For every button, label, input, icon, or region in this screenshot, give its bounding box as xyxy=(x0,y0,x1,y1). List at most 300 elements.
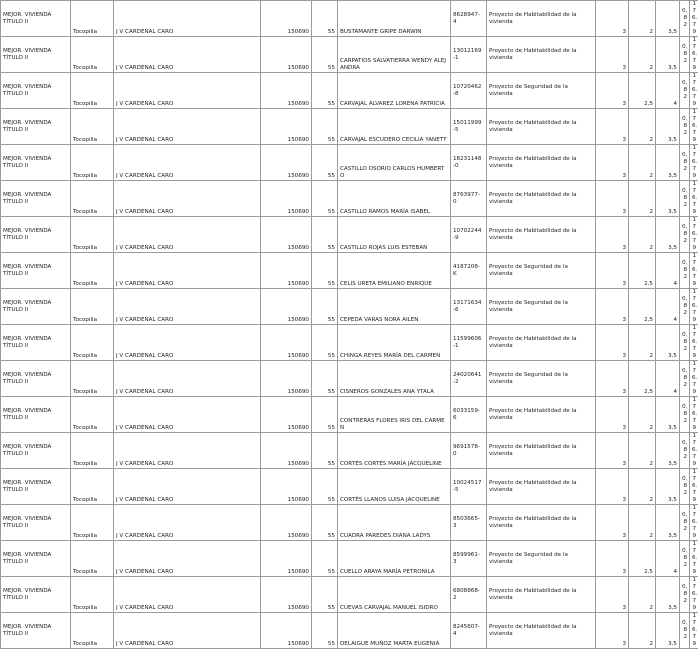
project-cell-line: vivienda xyxy=(489,271,593,278)
group-cell: J V CARDENAL CARO xyxy=(114,361,261,397)
value1-cell: 3 xyxy=(596,613,629,649)
rut-cell xyxy=(451,361,487,397)
program-cell xyxy=(1,37,71,73)
factor-cell-line: 0, xyxy=(682,440,687,447)
rut-cell-line: 11599606 xyxy=(453,336,484,343)
project-cell xyxy=(487,109,596,145)
comuna-cell: Tocopilla xyxy=(71,505,114,541)
program-cell-line: MEJOR. VIVIENDA xyxy=(3,264,68,271)
value1-cell: 3 xyxy=(596,73,629,109)
value2-cell: 2,5 xyxy=(629,361,656,397)
project-cell-line: Proyecto de Habitabilidad de la xyxy=(489,480,593,487)
program-cell-line: TÍTULO II xyxy=(3,91,68,98)
program-cell xyxy=(1,505,71,541)
factor-cell xyxy=(680,505,690,541)
program-cell xyxy=(1,73,71,109)
value3-cell: 3,5 xyxy=(656,577,680,613)
code-cell: 150690 xyxy=(261,469,312,505)
table-row xyxy=(1,37,698,73)
project-cell xyxy=(487,145,596,181)
rut-cell xyxy=(451,541,487,577)
factor-cell-line: 8 xyxy=(682,123,687,130)
project-cell-line: Proyecto de Seguridad de la xyxy=(489,372,593,379)
factor-cell-line: 8 xyxy=(682,411,687,418)
code-cell: 150690 xyxy=(261,73,312,109)
value1-cell: 3 xyxy=(596,181,629,217)
rut-cell xyxy=(451,253,487,289)
group-cell: J V CARDENAL CARO xyxy=(114,541,261,577)
number-cell: 55 xyxy=(312,325,338,361)
rut-cell-line: 9691578- xyxy=(453,444,484,451)
amount-cell: 176.79 xyxy=(690,37,698,73)
value1-cell: 3 xyxy=(596,577,629,613)
group-cell: J V CARDENAL CARO xyxy=(114,253,261,289)
factor-cell xyxy=(680,253,690,289)
project-cell-line: vivienda xyxy=(489,199,593,206)
factor-cell xyxy=(680,145,690,181)
rut-cell-line: 10702244 xyxy=(453,228,484,235)
factor-cell xyxy=(680,397,690,433)
code-cell: 150690 xyxy=(261,505,312,541)
group-cell: J V CARDENAL CARO xyxy=(114,181,261,217)
name-cell: CHINGA REYES MARÍA DEL CARMEN xyxy=(338,325,451,361)
factor-cell-line: 0, xyxy=(682,296,687,303)
value1-cell: 3 xyxy=(596,397,629,433)
code-cell: 150690 xyxy=(261,541,312,577)
program-cell-line: MEJOR. VIVIENDA xyxy=(3,48,68,55)
project-cell-line: vivienda xyxy=(489,631,593,638)
rut-cell xyxy=(451,181,487,217)
rut-cell-line: -0 xyxy=(453,163,484,170)
rut-cell-line: -1 xyxy=(453,55,484,62)
factor-cell xyxy=(680,361,690,397)
rut-cell-line: 18231148 xyxy=(453,156,484,163)
table-row xyxy=(1,325,698,361)
amount-cell: 176.79 xyxy=(690,73,698,109)
factor-cell-line: 0, xyxy=(682,548,687,555)
name-cell: CARPATIOS SALVATIERRA WENDY ALEJANDRA xyxy=(338,37,451,73)
amount-cell: 176.79 xyxy=(690,289,698,325)
program-cell xyxy=(1,145,71,181)
rut-cell-line: -1 xyxy=(453,343,484,350)
project-cell-line: vivienda xyxy=(489,379,593,386)
rut-cell-line: 15011999 xyxy=(453,120,484,127)
factor-cell-line: 0, xyxy=(682,8,687,15)
amount-cell: 176.79 xyxy=(690,433,698,469)
rut-cell-line: 13012169 xyxy=(453,48,484,55)
factor-cell-line: 0, xyxy=(682,368,687,375)
name-cell: CUELLO ARAYA MARÍA PETRONILA xyxy=(338,541,451,577)
code-cell: 150690 xyxy=(261,253,312,289)
program-cell-line: TÍTULO II xyxy=(3,343,68,350)
comuna-cell: Tocopilla xyxy=(71,73,114,109)
table-row xyxy=(1,469,698,505)
factor-cell xyxy=(680,1,690,37)
table-row xyxy=(1,289,698,325)
rut-cell-line: -2 xyxy=(453,379,484,386)
project-cell xyxy=(487,73,596,109)
name-cell: CARVAJAL ESCUDERO CECILIA YANETT xyxy=(338,109,451,145)
project-cell-line: Proyecto de Habitabilidad de la xyxy=(489,228,593,235)
factor-cell-line: 8 xyxy=(682,339,687,346)
table-row xyxy=(1,181,698,217)
factor-cell-line: 2 xyxy=(682,526,687,533)
value2-cell: 2 xyxy=(629,613,656,649)
value1-cell: 3 xyxy=(596,505,629,541)
rut-cell-line: 0 xyxy=(453,451,484,458)
value3-cell: 3,5 xyxy=(656,37,680,73)
project-cell-line: Proyecto de Habitabilidad de la xyxy=(489,624,593,631)
comuna-cell: Tocopilla xyxy=(71,325,114,361)
program-cell-line: TÍTULO II xyxy=(3,235,68,242)
comuna-cell: Tocopilla xyxy=(71,361,114,397)
amount-cell: 176.79 xyxy=(690,469,698,505)
project-cell-line: vivienda xyxy=(489,595,593,602)
program-cell-line: MEJOR. VIVIENDA xyxy=(3,120,68,127)
project-cell xyxy=(487,433,596,469)
group-cell: J V CARDENAL CARO xyxy=(114,613,261,649)
project-cell xyxy=(487,325,596,361)
rut-cell-line: 6808868- xyxy=(453,588,484,595)
number-cell: 55 xyxy=(312,1,338,37)
factor-cell-line: 2 xyxy=(682,418,687,425)
program-cell-line: MEJOR. VIVIENDA xyxy=(3,300,68,307)
factor-cell-line: 8 xyxy=(682,15,687,22)
project-cell-line: vivienda xyxy=(489,307,593,314)
program-cell xyxy=(1,181,71,217)
value1-cell: 3 xyxy=(596,289,629,325)
program-cell xyxy=(1,217,71,253)
program-cell xyxy=(1,289,71,325)
project-cell-line: Proyecto de Seguridad de la xyxy=(489,264,593,271)
value2-cell: 2,5 xyxy=(629,289,656,325)
amount-cell: 176.79 xyxy=(690,541,698,577)
value2-cell: 2 xyxy=(629,217,656,253)
factor-cell-line: 0, xyxy=(682,80,687,87)
program-cell xyxy=(1,541,71,577)
factor-cell-line: 2 xyxy=(682,94,687,101)
value2-cell: 2 xyxy=(629,1,656,37)
rut-cell-line: 8245607- xyxy=(453,624,484,631)
value3-cell: 3,5 xyxy=(656,109,680,145)
value1-cell: 3 xyxy=(596,37,629,73)
group-cell: J V CARDENAL CARO xyxy=(114,109,261,145)
factor-cell-line: 8 xyxy=(682,87,687,94)
project-cell xyxy=(487,397,596,433)
number-cell: 55 xyxy=(312,469,338,505)
rut-cell xyxy=(451,109,487,145)
comuna-cell: Tocopilla xyxy=(71,433,114,469)
number-cell: 55 xyxy=(312,505,338,541)
factor-cell-line: 0, xyxy=(682,620,687,627)
rut-cell xyxy=(451,469,487,505)
table-row xyxy=(1,217,698,253)
rut-cell-line: 4187208- xyxy=(453,264,484,271)
factor-cell xyxy=(680,73,690,109)
rut-cell xyxy=(451,325,487,361)
number-cell: 55 xyxy=(312,253,338,289)
factor-cell-line: 2 xyxy=(682,238,687,245)
factor-cell xyxy=(680,577,690,613)
table-row xyxy=(1,541,698,577)
program-cell xyxy=(1,397,71,433)
value2-cell: 2 xyxy=(629,433,656,469)
program-cell-line: TÍTULO II xyxy=(3,271,68,278)
value1-cell: 3 xyxy=(596,361,629,397)
factor-cell-line: 8 xyxy=(682,591,687,598)
program-cell-line: TÍTULO II xyxy=(3,199,68,206)
group-cell: J V CARDENAL CARO xyxy=(114,289,261,325)
project-cell-line: Proyecto de Habitabilidad de la xyxy=(489,336,593,343)
number-cell: 55 xyxy=(312,181,338,217)
project-cell xyxy=(487,181,596,217)
rut-cell xyxy=(451,397,487,433)
factor-cell xyxy=(680,289,690,325)
value3-cell: 4 xyxy=(656,361,680,397)
value2-cell: 2 xyxy=(629,37,656,73)
program-cell-line: TÍTULO II xyxy=(3,163,68,170)
project-cell xyxy=(487,37,596,73)
name-cell: CISNEROS GONZALES ANA YTALA xyxy=(338,361,451,397)
name-cell: CASTILLO OSORIO CARLOS HUMBERTO xyxy=(338,145,451,181)
code-cell: 150690 xyxy=(261,325,312,361)
name-cell: CEPEDA VARAS NORA AILEN xyxy=(338,289,451,325)
program-cell-line: TÍTULO II xyxy=(3,631,68,638)
value2-cell: 2 xyxy=(629,505,656,541)
table-row xyxy=(1,109,698,145)
factor-cell-line: 0, xyxy=(682,512,687,519)
factor-cell-line: 2 xyxy=(682,490,687,497)
project-cell xyxy=(487,289,596,325)
program-cell-line: TÍTULO II xyxy=(3,307,68,314)
value1-cell: 3 xyxy=(596,541,629,577)
factor-cell xyxy=(680,433,690,469)
rut-cell-line: 2 xyxy=(453,595,484,602)
table-row xyxy=(1,397,698,433)
amount-cell: 176.79 xyxy=(690,613,698,649)
rut-cell-line: 3 xyxy=(453,559,484,566)
program-cell-line: TÍTULO II xyxy=(3,127,68,134)
value3-cell: 3,5 xyxy=(656,325,680,361)
rut-cell-line: 8763977- xyxy=(453,192,484,199)
comuna-cell: Tocopilla xyxy=(71,613,114,649)
number-cell: 55 xyxy=(312,577,338,613)
factor-cell-line: 0, xyxy=(682,332,687,339)
factor-cell-line: 8 xyxy=(682,195,687,202)
comuna-cell: Tocopilla xyxy=(71,541,114,577)
rut-cell-line: 3 xyxy=(453,523,484,530)
value2-cell: 2,5 xyxy=(629,253,656,289)
project-cell-line: vivienda xyxy=(489,19,593,26)
rut-cell-line: 24020641 xyxy=(453,372,484,379)
rut-cell-line: 8599961- xyxy=(453,552,484,559)
value2-cell: 2,5 xyxy=(629,73,656,109)
comuna-cell: Tocopilla xyxy=(71,1,114,37)
comuna-cell: Tocopilla xyxy=(71,577,114,613)
project-cell-line: Proyecto de Seguridad de la xyxy=(489,84,593,91)
program-cell xyxy=(1,577,71,613)
factor-cell-line: 8 xyxy=(682,447,687,454)
program-cell-line: TÍTULO II xyxy=(3,595,68,602)
rut-cell-line: 10720462 xyxy=(453,84,484,91)
number-cell: 55 xyxy=(312,541,338,577)
name-cell: CUADRA PAREDES DIANA LADYS xyxy=(338,505,451,541)
value3-cell: 4 xyxy=(656,541,680,577)
factor-cell-line: 8 xyxy=(682,555,687,562)
amount-cell: 176.79 xyxy=(690,253,698,289)
factor-cell-line: 2 xyxy=(682,382,687,389)
name-cell: CONTRERAS FLORES IRIS DEL CARMEN xyxy=(338,397,451,433)
value3-cell: 4 xyxy=(656,73,680,109)
table-row xyxy=(1,361,698,397)
project-cell xyxy=(487,541,596,577)
program-cell xyxy=(1,325,71,361)
project-cell xyxy=(487,577,596,613)
factor-cell-line: 8 xyxy=(682,231,687,238)
project-cell xyxy=(487,253,596,289)
name-cell: CASTILLO RAMOS MARÍA ISABEL xyxy=(338,181,451,217)
value3-cell: 3,5 xyxy=(656,613,680,649)
code-cell: 150690 xyxy=(261,577,312,613)
project-cell-line: vivienda xyxy=(489,559,593,566)
rut-cell-line: 10024517 xyxy=(453,480,484,487)
program-cell-line: MEJOR. VIVIENDA xyxy=(3,408,68,415)
program-cell xyxy=(1,433,71,469)
number-cell: 55 xyxy=(312,289,338,325)
value3-cell: 3,5 xyxy=(656,181,680,217)
program-cell-line: MEJOR. VIVIENDA xyxy=(3,192,68,199)
program-cell-line: TÍTULO II xyxy=(3,523,68,530)
table-row xyxy=(1,1,698,37)
project-cell-line: Proyecto de Seguridad de la xyxy=(489,300,593,307)
factor-cell xyxy=(680,217,690,253)
value1-cell: 3 xyxy=(596,469,629,505)
group-cell: J V CARDENAL CARO xyxy=(114,145,261,181)
name-cell: BUSTAMANTE GRIPE DARWIN xyxy=(338,1,451,37)
program-cell-line: TÍTULO II xyxy=(3,19,68,26)
rut-cell-line: 4 xyxy=(453,631,484,638)
table-row xyxy=(1,73,698,109)
value1-cell: 3 xyxy=(596,433,629,469)
factor-cell-line: 8 xyxy=(682,267,687,274)
value3-cell: 3,5 xyxy=(656,217,680,253)
factor-cell-line: 2 xyxy=(682,58,687,65)
rut-cell-line: 8503665- xyxy=(453,516,484,523)
comuna-cell: Tocopilla xyxy=(71,469,114,505)
value2-cell: 2 xyxy=(629,325,656,361)
name-cell: CELIS URETA EMILIANO ENRIQUE xyxy=(338,253,451,289)
program-cell xyxy=(1,1,71,37)
project-cell-line: Proyecto de Habitabilidad de la xyxy=(489,408,593,415)
factor-cell-line: 8 xyxy=(682,51,687,58)
factor-cell xyxy=(680,37,690,73)
project-cell-line: vivienda xyxy=(489,451,593,458)
program-cell xyxy=(1,361,71,397)
group-cell: J V CARDENAL CARO xyxy=(114,469,261,505)
group-cell: J V CARDENAL CARO xyxy=(114,217,261,253)
table-row xyxy=(1,433,698,469)
rut-cell xyxy=(451,613,487,649)
factor-cell-line: 2 xyxy=(682,346,687,353)
factor-cell-line: 2 xyxy=(682,130,687,137)
code-cell: 150690 xyxy=(261,37,312,73)
rut-cell xyxy=(451,37,487,73)
value1-cell: 3 xyxy=(596,253,629,289)
rut-cell-line: -8 xyxy=(453,91,484,98)
number-cell: 55 xyxy=(312,73,338,109)
number-cell: 55 xyxy=(312,361,338,397)
factor-cell-line: 2 xyxy=(682,202,687,209)
factor-cell xyxy=(680,181,690,217)
project-cell-line: Proyecto de Habitabilidad de la xyxy=(489,516,593,523)
number-cell: 55 xyxy=(312,433,338,469)
program-cell-line: TÍTULO II xyxy=(3,559,68,566)
number-cell: 55 xyxy=(312,397,338,433)
project-cell-line: vivienda xyxy=(489,235,593,242)
factor-cell-line: 2 xyxy=(682,310,687,317)
project-cell xyxy=(487,469,596,505)
value1-cell: 3 xyxy=(596,217,629,253)
factor-cell-line: 8 xyxy=(682,159,687,166)
group-cell: J V CARDENAL CARO xyxy=(114,37,261,73)
rut-cell xyxy=(451,577,487,613)
rut-cell xyxy=(451,433,487,469)
factor-cell-line: 0, xyxy=(682,404,687,411)
code-cell: 150690 xyxy=(261,397,312,433)
comuna-cell: Tocopilla xyxy=(71,397,114,433)
project-cell xyxy=(487,505,596,541)
amount-cell: 176.79 xyxy=(690,577,698,613)
program-cell-line: MEJOR. VIVIENDA xyxy=(3,624,68,631)
program-cell-line: TÍTULO II xyxy=(3,379,68,386)
rut-cell xyxy=(451,73,487,109)
value3-cell: 4 xyxy=(656,253,680,289)
project-cell-line: Proyecto de Habitabilidad de la xyxy=(489,12,593,19)
value2-cell: 2 xyxy=(629,397,656,433)
number-cell: 55 xyxy=(312,613,338,649)
rut-cell xyxy=(451,289,487,325)
program-cell-line: TÍTULO II xyxy=(3,451,68,458)
value3-cell: 3,5 xyxy=(656,505,680,541)
value2-cell: 2 xyxy=(629,181,656,217)
rut-cell xyxy=(451,505,487,541)
program-cell-line: MEJOR. VIVIENDA xyxy=(3,444,68,451)
group-cell: J V CARDENAL CARO xyxy=(114,397,261,433)
factor-cell-line: 2 xyxy=(682,22,687,29)
project-cell xyxy=(487,1,596,37)
amount-cell: 176.79 xyxy=(690,145,698,181)
number-cell: 55 xyxy=(312,217,338,253)
code-cell: 150690 xyxy=(261,181,312,217)
rut-cell-line: 6033159- xyxy=(453,408,484,415)
factor-cell-line: 0, xyxy=(682,188,687,195)
rut-cell-line: -9 xyxy=(453,235,484,242)
factor-cell-line: 8 xyxy=(682,627,687,634)
comuna-cell: Tocopilla xyxy=(71,145,114,181)
code-cell: 150690 xyxy=(261,613,312,649)
program-cell-line: TÍTULO II xyxy=(3,487,68,494)
comuna-cell: Tocopilla xyxy=(71,181,114,217)
project-cell-line: vivienda xyxy=(489,91,593,98)
value1-cell: 3 xyxy=(596,1,629,37)
factor-cell-line: 2 xyxy=(682,274,687,281)
factor-cell-line: 0, xyxy=(682,260,687,267)
amount-cell: 176.79 xyxy=(690,325,698,361)
factor-cell-line: 0, xyxy=(682,152,687,159)
name-cell: CASTILLO ROJAS LUIS ESTEBAN xyxy=(338,217,451,253)
project-cell-line: Proyecto de Habitabilidad de la xyxy=(489,48,593,55)
name-cell: CORTÉS LLANOS LUISA JACQUELINE xyxy=(338,469,451,505)
